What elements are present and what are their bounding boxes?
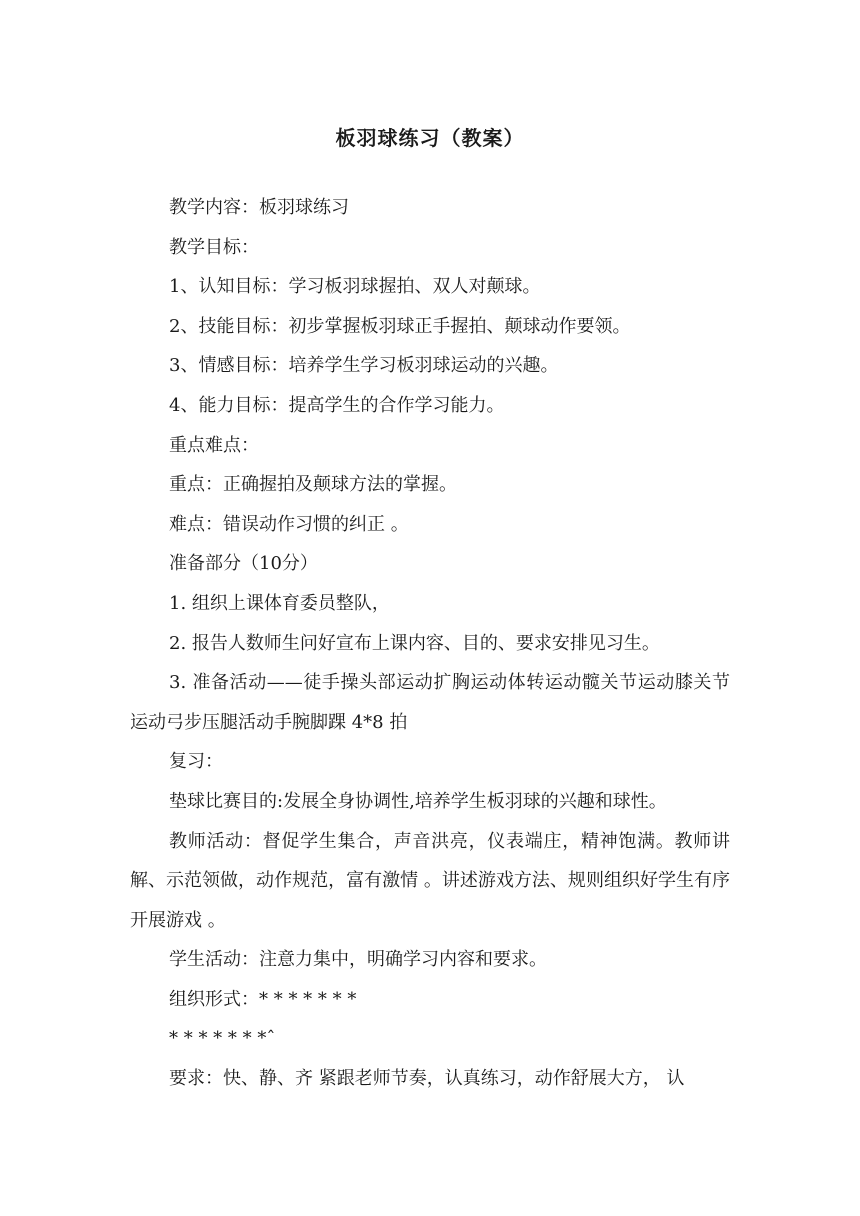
paragraph-organization-row-2: * * * * * * *ˆ [169,1028,276,1050]
paragraph-preparation-heading: 准备部分（10分） [169,553,318,575]
paragraph-requirements: 要求：快、静、齐 紧跟老师节奏，认真练习，动作舒展大方， 认 [169,1068,685,1090]
paragraph-teaching-content: 教学内容：板羽球练习 [169,197,349,218]
paragraph-teaching-goals-heading: 教学目标： [169,236,259,258]
paragraph-prep-step-3: 3. 准备活动——徒手操头部运动扩胸运动体转运动髋关节运动膝关节运动弓步压腿活动手腕脚踝 4*8 拍 [130,672,730,733]
paragraph-key-difficulty-heading: 重点难点： [169,434,259,456]
paragraph-teacher-activity: 教师活动：督促学生集合，声音洪亮，仪表端庄，精神饱满。教师讲解、示范领做，动作规范，富有激情 。讲述游戏方法、规则组织好学生有序开展游戏 。 [130,830,730,931]
paragraph-key-point: 重点：正确握拍及颠球方法的掌握。 [169,474,457,496]
paragraph-review-heading: 复习： [169,751,223,773]
paragraph-prep-step-1: 1. 组织上课体育委员整队， [169,592,390,614]
paragraph-organization-row-1: 组织形式：* * * * * * * [169,988,357,1010]
paragraph-goal-skill: 2、技能目标：初步掌握板羽球正手握拍、颠球动作要领。 [169,315,631,337]
paragraph-student-activity: 学生活动：注意力集中，明确学习内容和要求。 [169,949,547,971]
paragraph-difficulty: 难点：错误动作习惯的纠正 。 [169,513,409,535]
document-title: 板羽球练习（教案） [335,126,525,150]
paragraph-goal-cognitive: 1、认知目标：学习板羽球握拍、双人对颠球。 [169,276,541,298]
paragraph-goal-emotion: 3、情感目标：培养学生学习板羽球运动的兴趣。 [169,355,559,377]
paragraph-prep-step-2: 2. 报告人数师生问好宣布上课内容、目的、要求安排见习生。 [169,632,660,654]
document-body [130,188,730,1099]
paragraph-review-purpose: 垫球比赛目的:发展全身协调性,培养学生板羽球的兴趣和球性。 [169,790,667,812]
paragraph-goal-ability: 4、能力目标：提高学生的合作学习能力。 [169,394,505,416]
